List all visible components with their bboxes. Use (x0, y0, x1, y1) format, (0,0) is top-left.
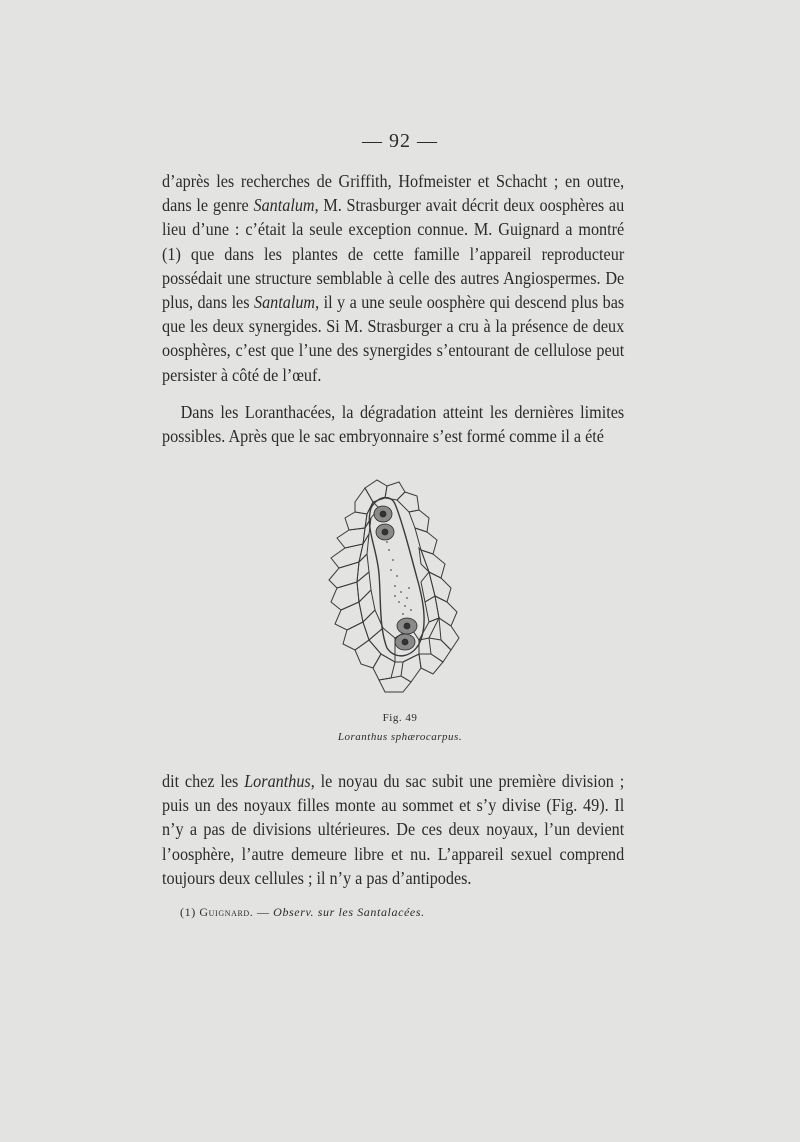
text-run: , il y a une seule oosphère qui descend plus bas que les deux synergides. Si M. Strasburger a cru à la présence de deux oosphères, c’est que l’une des synergides s’entourant de cellulose peut persister à côté de l’œuf. (162, 292, 625, 385)
paragraph-3-text (162, 769, 624, 890)
paragraph-1-text (162, 169, 624, 387)
figure-label: Fig. 49 (382, 712, 418, 724)
footnote (180, 905, 425, 920)
text-run: d’après les recherches de Griffith, Hofmeister et Schacht ; en outre, dans le genre (162, 171, 625, 216)
paragraph-2 (162, 400, 624, 448)
paragraph-1 (162, 169, 624, 387)
footnote-author: Guignard. (199, 905, 254, 919)
text-run: , le noyau du sac subit une première division ; puis un des noyaux filles monte au sommet et s’y divise (Fig. 49). Il n’y a pas de divisions ultérieures. De ces deux noyaux, l’un devient l’oosphère, l’autre demeure libre et nu. L’appareil sexuel comprend toujours deux cellules ; il n’y a pas d’antipodes. (162, 771, 625, 888)
italic-term: Santalum (253, 292, 316, 313)
italic-term: Santalum (253, 195, 315, 216)
text-run: , M. Strasburger avait décrit deux oosphères au lieu d’une : c’était la seule exception connue. M. Guignard a montré (1) que dans les plantes de cette famille l’appareil reproducteur possédait une structure semblable à celle des autres Angiospermes. De plus, dans les (162, 195, 625, 313)
botanical-figure-illustration (325, 478, 465, 700)
footnote-dash: — (253, 905, 274, 919)
footnote-number: (1) (180, 905, 196, 919)
page-number: — 92 — (362, 130, 438, 152)
italic-term: Loranthus (244, 771, 311, 791)
footnote-reference: Observ. sur les Santalacées. (273, 905, 425, 919)
paragraph-2-text: Dans les Loranthacées, la dégradation atteint les dernières limites possibles. Après que le sac embryonnaire s’est formé comme il a été (162, 402, 625, 447)
figure-caption: Loranthus sphærocarpus. (337, 731, 463, 743)
paragraph-3 (162, 769, 624, 890)
text-run: dit chez les (162, 771, 245, 791)
